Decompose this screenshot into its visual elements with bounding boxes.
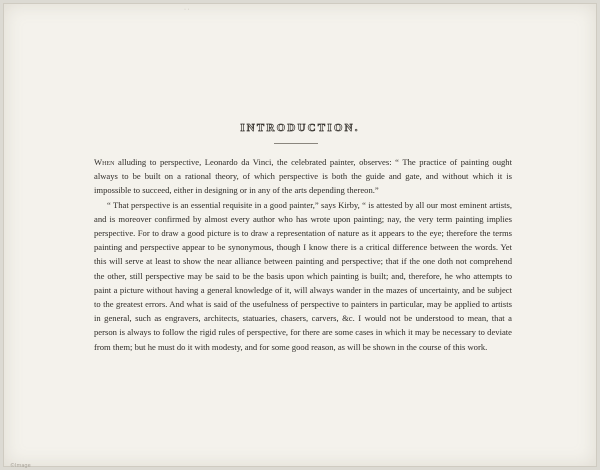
paragraph-1-lead: When bbox=[94, 157, 115, 167]
paragraph-1-text: alluding to perspective, Leonardo da Vinci, the celebrated painter, observes: “ The practice of painting ought always to be built on a rational theory, of which perspective is both the guide and gate, and without which it is impossible to succeed, either in designing or in any of the arts depending thereon.” bbox=[94, 157, 512, 196]
body-text bbox=[94, 155, 512, 354]
heading-rule bbox=[274, 143, 318, 144]
top-edge-mark: · · bbox=[184, 7, 190, 13]
paragraph-2: “ That perspective is an essential requisite in a good painter,” says Kirby, “ is attested by all our most eminent artists, and is moreover confirmed by almost every author who has wrote upon painting; nay, the very term painting implies perspective. For to draw a good picture is to draw a representation of nature as it appears to the eye; therefore the terms painting and perspective appear to be synonymous, though I know there is a critical difference between the words. Yet this will serve at least to show the near alliance between painting and perspective; that if the one doth not comprehend the other, still perspective may be said to be the basis upon which painting is built; and, therefore, he who attempts to paint a picture without having a general knowledge of it, will always wander in the mazes of uncertainty, and be subject to the greatest errors. And what is said of the usefulness of perspective to painters in particular, may be applied to artists in general, such as engravers, architects, statuaries, chasers, carvers, &c. I would not be understood to mean, that a person is always to follow the rigid rules of perspective, for there are some cases in which it may be necessary to deviate from them; but he must do it with modesty, and for some good reason, as will be shown in the course of this work. bbox=[94, 199, 512, 352]
bottom-edge-mark: ©Image bbox=[10, 463, 31, 469]
book-page bbox=[3, 3, 597, 467]
page-heading: INTRODUCTION. bbox=[240, 122, 360, 134]
paragraph-1 bbox=[94, 155, 512, 198]
